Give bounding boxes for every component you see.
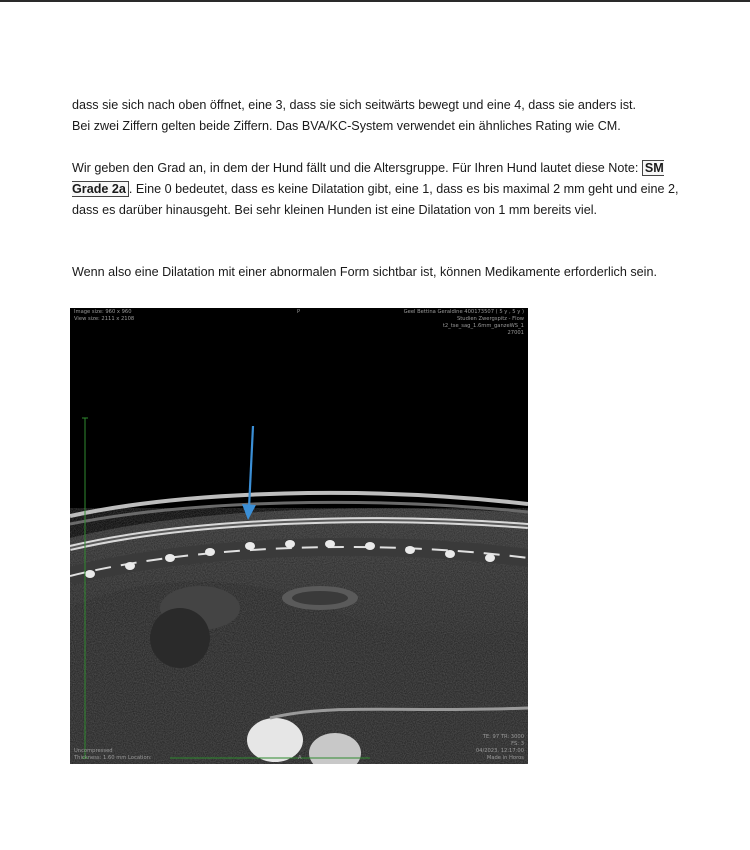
mri-scan-image	[70, 308, 528, 764]
paragraph-line: dass sie sich nach oben öffnet, eine 3, dass sie sich seitwärts bewegt und eine 4, dass sie anders ist.	[72, 98, 637, 112]
overlay-text: Made in Horos	[486, 755, 524, 761]
mri-overlay-bottom-right	[476, 734, 524, 762]
mri-overlay-top-left	[74, 309, 134, 323]
mri-overlay-bottom-left	[74, 748, 152, 762]
overlay-text: FS: 3	[511, 741, 524, 747]
overlay-text: 27001	[507, 330, 524, 336]
paragraph-line: Bei zwei Ziffern gelten beide Ziffern. Das BVA/KC-System verwendet ein ähnliches Rating wie CM.	[72, 119, 621, 133]
paragraph-grade	[72, 158, 682, 221]
grade-text-before: Wir geben den Grad an, in dem der Hund fällt und die Altersgruppe. Für Ihren Hund lautet diese Note:	[72, 161, 642, 175]
overlay-text: Geel Bettina Geraldine 400173507 ( 5 y , 5 y )	[403, 309, 524, 315]
overlay-text: t2_tse_sag_1.6mm_ganzeWS_1	[442, 323, 524, 329]
top-border-line	[0, 0, 750, 2]
grade-highlight: SM Grade 2a	[72, 161, 664, 196]
overlay-text: Uncompressed	[74, 748, 113, 754]
mri-overlay-bottom-center: A	[298, 755, 302, 761]
paragraph-rating-intro	[72, 95, 682, 137]
overlay-text: Image size: 960 x 960	[74, 309, 132, 315]
overlay-text: 04/2023, 12:17:00	[475, 748, 524, 754]
paragraph-medication: Wenn also eine Dilatation mit einer abnormalen Form sichtbar ist, können Medikamente erforderlich sein.	[72, 265, 657, 279]
overlay-text: Thickness: 1.60 mm Location:	[74, 755, 152, 761]
mri-overlay-top-right	[404, 309, 524, 337]
mri-overlay-top-center: P	[297, 309, 301, 315]
overlay-text: Studien Zwergspitz - Flow	[456, 316, 524, 322]
overlay-text: View size: 2111 x 2108	[74, 316, 135, 322]
mri-spine-graphic	[70, 308, 528, 764]
grade-text-after: . Eine 0 bedeutet, dass es keine Dilatation gibt, eine 1, dass es bis maximal 2 mm geht und eine 2, dass es darüber hinausgeht. Bei sehr kleinen Hunden ist eine Dilatation von 1 mm bereits viel.	[72, 182, 679, 217]
overlay-text: TE: 97 TR: 3000	[482, 734, 524, 740]
